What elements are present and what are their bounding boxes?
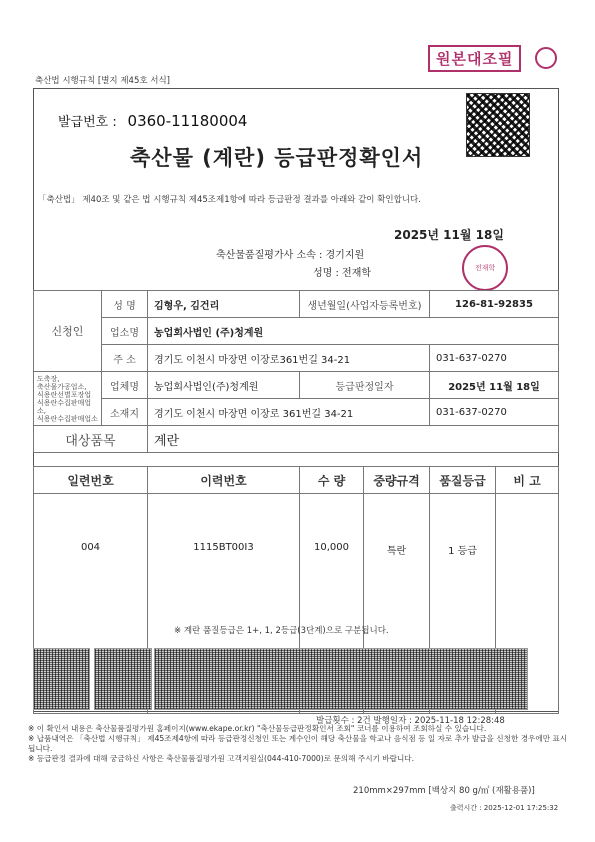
address-value: 경기도 이천시 마장면 이장로361번길 34-21 — [148, 345, 430, 372]
issue-number-value: 0360-11180004 — [127, 112, 248, 130]
evaluator-org: 축산물품질평가사 소속 : 경기지원 — [216, 250, 365, 261]
evaluator-seal: 전재학 — [462, 245, 508, 291]
applicant-table — [33, 290, 559, 453]
issue-info: 발급횟수 : 2건 발행일자 : 2025-11-18 12:28:48 — [316, 716, 505, 726]
company-value: 농업회사법인 (주)청계원 — [148, 318, 559, 345]
trace-cell: 1115BT00I3 — [148, 494, 300, 714]
footer-note: ※ 이 확인서 내용은 축산물품질평가원 홈페이지(www.ekape.or.kr) "축산물등급판정확인서 조회" 코너를 이용하여 조회하실 수 있습니다. — [28, 724, 487, 733]
stamp-seal-icon — [535, 47, 557, 69]
item-value: 계란 — [148, 426, 559, 453]
footer-note: ※ 납품내역은 「축산법 시행규칙」 제45조제4항에 따라 등급판정신청인 또는 계수인이 해당 축산물을 학교나 음식점 등 일 자로 추가 발급을 신청한 경우에만 표시됩니다. — [28, 734, 568, 753]
grade-cell: 1 등급 — [430, 494, 496, 714]
biz-value: 농업회사법인(주)청계원 — [148, 372, 300, 399]
document-title: 축산물 (계란) 등급판정확인서 — [130, 146, 424, 170]
col-header-grade: 품질등급 — [430, 467, 496, 494]
col-header-qty: 수 량 — [300, 467, 364, 494]
law-reference: 축산법 시행규칙 [별지 제45호 서식] — [35, 76, 171, 86]
grading-date-label: 등급판정일자 — [300, 372, 430, 399]
original-copy-stamp: 원본대조필 — [428, 45, 521, 72]
issue-number-label: 발급번호 : — [58, 115, 117, 130]
security-pattern — [33, 648, 90, 710]
col-header-remark: 비 고 — [496, 467, 559, 494]
grade-note: ※ 계란 품질등급은 1+, 1, 2등급(3단계)으로 구분됩니다. — [174, 626, 389, 636]
footer-notes — [28, 724, 568, 764]
print-time: 출력시간 : 2025-12-01 17:25:32 — [450, 804, 559, 812]
applicant-section-label: 신청인 — [34, 291, 102, 372]
name-label: 성 명 — [102, 291, 148, 318]
weight-cell: 특란 — [364, 494, 430, 714]
location-label: 소재지 — [102, 399, 148, 426]
item-label: 대상품목 — [34, 426, 148, 453]
location-value: 경기도 이천시 마장면 이장로 361번길 34-21 — [148, 399, 430, 426]
grading-date-value: 2025년 11월 18일 — [430, 372, 559, 399]
address-label: 주 소 — [102, 345, 148, 372]
col-header-serial: 일련번호 — [34, 467, 148, 494]
qty-cell: 10,000 — [300, 494, 364, 714]
facility-section-label: 도축장, 축산물가공업소, 식용란선별포장업 식용란수집판매업소, 식용란수집판매업소 — [34, 372, 102, 426]
birth-value: 126-81-92835 — [430, 291, 559, 318]
name-value: 김형우, 김건리 — [148, 291, 300, 318]
intro-text: 「축산법」 제40조 및 같은 법 시행규칙 제45조제1항에 따라 등급판정 결과를 아래와 같이 확인합니다. — [38, 195, 421, 205]
phone-value: 031-637-0270 — [430, 345, 559, 372]
biz-label: 업체명 — [102, 372, 148, 399]
paper-spec: 210mm×297mm [백상지 80 g/㎡ (재활용품)] — [353, 786, 535, 796]
footer-note: ※ 등급판정 결과에 대해 궁금하신 사항은 축산물품질평가원 고객지원실(044-410-7000)로 문의해 주시기 바랍니다. — [28, 754, 415, 763]
security-barcode — [154, 648, 528, 710]
col-header-weight: 중량규격 — [364, 467, 430, 494]
company-label: 업소명 — [102, 318, 148, 345]
col-header-trace: 이력번호 — [148, 467, 300, 494]
security-pattern — [94, 648, 152, 710]
evaluator-name: 성명 : 전재학 — [313, 268, 372, 279]
serial-cell: 004 — [34, 494, 148, 714]
qr-code-icon — [466, 93, 530, 157]
certificate-date: 2025년 11월 18일 — [394, 228, 504, 242]
birth-label: 생년월일(사업자등록번호) — [300, 291, 430, 318]
issue-number — [58, 111, 247, 130]
facility-phone: 031-637-0270 — [430, 399, 559, 426]
